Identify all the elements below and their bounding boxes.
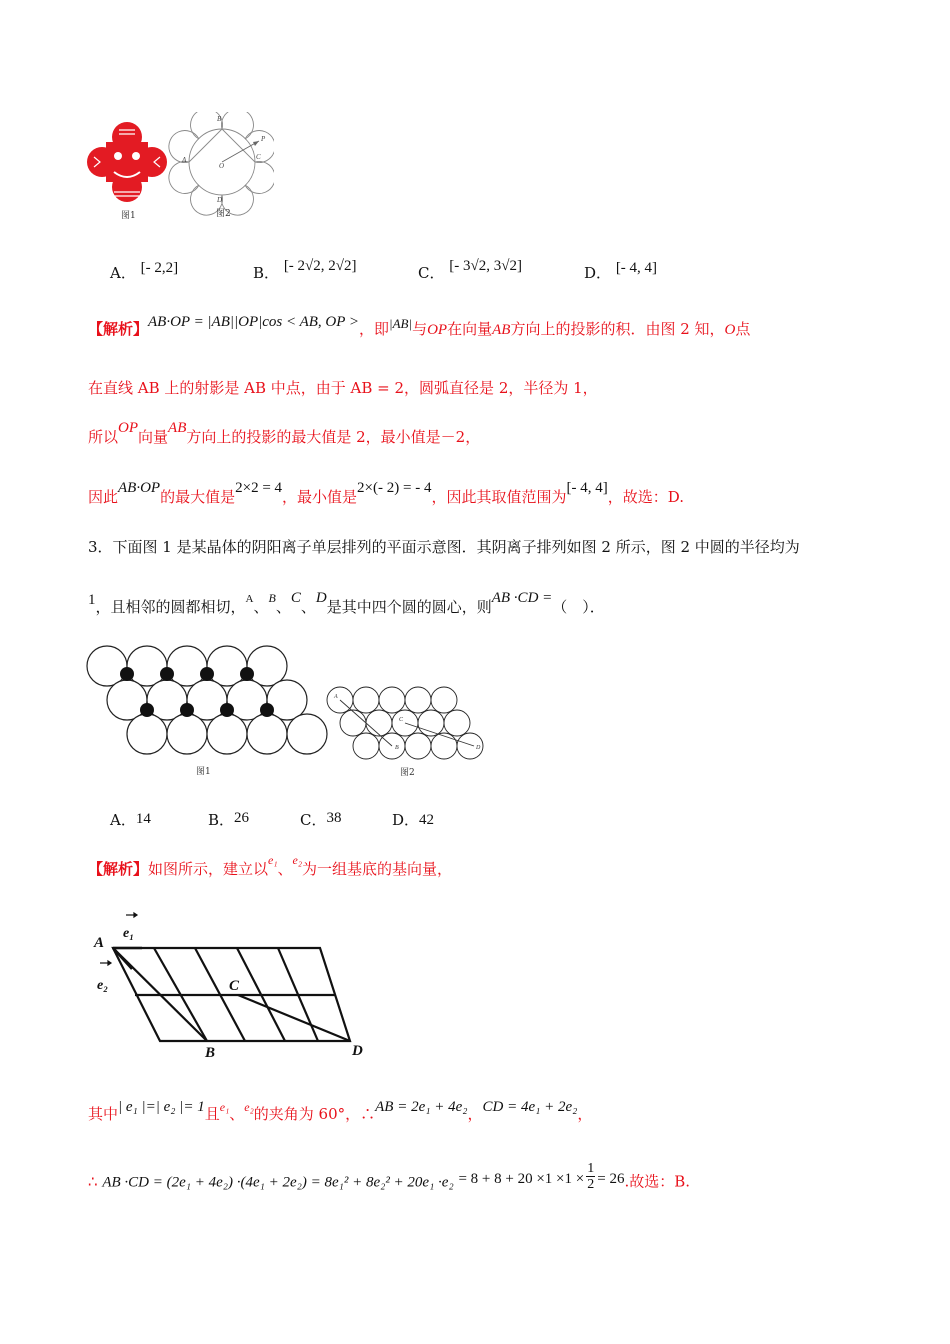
separator: ， bbox=[467, 1105, 483, 1123]
option-value: 38 bbox=[326, 810, 342, 826]
option-letter: A． bbox=[110, 811, 136, 829]
result-value: = 26 bbox=[597, 1170, 625, 1187]
abs-ab: |AB| bbox=[389, 316, 413, 331]
point-d: D bbox=[315, 590, 327, 606]
q3-option-c bbox=[300, 809, 341, 830]
paper-cut-figure bbox=[87, 122, 167, 202]
vector-e2: e₂ bbox=[292, 853, 303, 867]
fraction-half bbox=[586, 1161, 595, 1192]
point-c: C bbox=[290, 590, 301, 606]
option-value: 42 bbox=[419, 812, 435, 828]
fig2-label-b: B bbox=[395, 745, 399, 751]
text: 的夹角为 60°，∴ bbox=[253, 1105, 376, 1123]
text: ，最小值是 bbox=[282, 488, 358, 506]
text: 是其中四个圆的圆心，则 bbox=[326, 598, 492, 616]
fig-label-p: P bbox=[261, 135, 266, 143]
text: 如图所示，建立以 bbox=[148, 860, 269, 878]
option-value: 14 bbox=[135, 811, 151, 827]
separator: 、 bbox=[253, 598, 269, 616]
q3-option-d bbox=[392, 809, 434, 830]
text: 与 bbox=[412, 320, 428, 338]
crystal-fig1 bbox=[87, 646, 327, 754]
vector-e1: e₁ bbox=[268, 853, 278, 867]
fig2-label-c: C bbox=[399, 717, 404, 723]
crystal-figures bbox=[84, 640, 504, 780]
text: 点 bbox=[735, 320, 751, 338]
fig2-caption: 图2 bbox=[216, 209, 231, 219]
option-d bbox=[584, 262, 657, 283]
text: 且 bbox=[204, 1105, 220, 1123]
diagram-label-b: B bbox=[205, 1045, 216, 1061]
max-value: 2×2 = 4 bbox=[235, 480, 283, 496]
text: ，因此其取值范围为 bbox=[431, 488, 567, 506]
diagram-label-c: C bbox=[229, 978, 240, 994]
text: 方向上的投影的积．由图 2 知， bbox=[510, 320, 725, 338]
fig-label-d: D bbox=[217, 196, 223, 204]
answer-blank: （ ）． bbox=[552, 598, 605, 616]
separator: 、 bbox=[300, 598, 316, 616]
option-letter: B． bbox=[253, 264, 280, 282]
q3-solution-line-1 bbox=[88, 853, 453, 881]
vector-cd-expr: CD = 4e₁ + 2e₂ bbox=[482, 1099, 578, 1115]
q3-option-a bbox=[110, 809, 151, 830]
dot-product: AB·OP bbox=[118, 480, 161, 496]
option-a bbox=[110, 262, 178, 283]
fig-label-b: B bbox=[217, 115, 222, 123]
solution-tag: 【解析】 bbox=[88, 860, 149, 878]
min-value: 2×(- 2) = - 4 bbox=[357, 480, 432, 496]
text: 所以 bbox=[88, 428, 119, 446]
unit-length-condition: | e₁ |=| e₂ |= 1 bbox=[118, 1099, 205, 1115]
fig-label-o: O bbox=[219, 162, 225, 170]
option-letter: B． bbox=[208, 811, 235, 829]
q2-solution-line-3 bbox=[88, 420, 481, 449]
q2-solution-line-4 bbox=[88, 480, 684, 509]
top-figures bbox=[84, 112, 274, 222]
separator: 、 bbox=[229, 1105, 245, 1123]
q3-line-2 bbox=[88, 590, 605, 620]
separator: ， bbox=[577, 1105, 593, 1123]
fraction-denominator: 2 bbox=[587, 1177, 595, 1192]
text: ，故选：D. bbox=[607, 488, 684, 506]
fig2-label-d: D bbox=[476, 745, 481, 751]
q2-solution-line-1 bbox=[88, 314, 751, 341]
range-value: [- 4, 4] bbox=[566, 480, 608, 496]
option-value: [- 4, 4] bbox=[615, 260, 658, 276]
crystal-fig2-caption: 图2 bbox=[400, 768, 415, 778]
text: 的最大值是 bbox=[160, 488, 236, 506]
q2-solution-line-2: 在直线 AB 上的射影是 AB 中点，由于 AB = 2，圆弧直径是 2，半径为 1， bbox=[88, 379, 598, 397]
vector-op: OP bbox=[118, 420, 139, 436]
therefore-symbol: ∴ bbox=[88, 1172, 98, 1191]
option-c bbox=[418, 258, 522, 283]
diagram-label-d: D bbox=[352, 1043, 363, 1059]
option-value: [- 3√2, 3√2] bbox=[449, 258, 522, 274]
option-value: 26 bbox=[234, 810, 250, 826]
answer-choice: .故选：B. bbox=[624, 1172, 691, 1191]
question-expression: AB ·CD = bbox=[491, 590, 553, 606]
option-letter: A． bbox=[110, 264, 136, 282]
point-b: B bbox=[268, 591, 276, 605]
option-letter: D． bbox=[584, 264, 612, 282]
q3-solution-line-2 bbox=[88, 1099, 593, 1126]
vector-e2: e₂ bbox=[244, 1100, 254, 1114]
q3-line-1: 3．下面图 1 是某晶体的阴阳离子单层排列的平面示意图．其阴离子排列如图 2 所示，图 2 中圆的半径均为 bbox=[88, 538, 800, 556]
fig-label-a: A bbox=[182, 156, 187, 164]
crystal-fig2 bbox=[327, 687, 483, 759]
text: 其中 bbox=[88, 1105, 119, 1123]
solution-tag: 【解析】 bbox=[88, 320, 149, 338]
text: 因此 bbox=[88, 488, 119, 506]
point-a: A bbox=[245, 593, 254, 605]
option-letter: C． bbox=[418, 264, 445, 282]
vector-ab: AB bbox=[168, 420, 187, 436]
option-value: [- 2,2] bbox=[140, 260, 179, 276]
fraction-numerator: 1 bbox=[587, 1161, 595, 1176]
option-letter: D． bbox=[392, 811, 420, 829]
option-value: [- 2√2, 2√2] bbox=[283, 258, 357, 274]
fig2-label-a: A bbox=[334, 694, 338, 700]
diagram-label-e1: e₁ bbox=[123, 926, 135, 941]
text: 在向量 bbox=[447, 320, 493, 338]
diagram-label-e2: e₂ bbox=[97, 978, 109, 993]
vector-ab: AB bbox=[492, 322, 511, 338]
fig1-caption: 图1 bbox=[121, 211, 136, 221]
diagram-label-a: A bbox=[94, 935, 105, 951]
separator: 、 bbox=[277, 860, 293, 878]
option-letter: C． bbox=[300, 811, 327, 829]
text: ，且相邻的圆都相切， bbox=[95, 598, 246, 616]
radius-value: 1 bbox=[88, 592, 96, 608]
basis-diagram bbox=[90, 905, 380, 1065]
vector-op: OP bbox=[427, 322, 448, 338]
text: 向量 bbox=[138, 428, 169, 446]
q3-option-b bbox=[208, 809, 249, 830]
dot-product-formula: AB·OP = |AB||OP|cos < AB, OP > bbox=[148, 314, 360, 330]
text: 方向上的投影的最大值是 2，最小值是－2， bbox=[186, 428, 481, 446]
text: ，即 bbox=[359, 320, 390, 338]
dot-product-expansion: AB ·CD = (2e₁ + 4e₂) ·(4e₁ + 2e₂) = 8e₁² + 8e₂² + 20e₁ ·e₂ bbox=[102, 1174, 454, 1191]
option-b bbox=[253, 258, 357, 283]
vector-e1: e₁ bbox=[219, 1100, 230, 1114]
text: 为一组基底的基向量， bbox=[302, 860, 453, 878]
q3-solution-line-3 bbox=[88, 1161, 691, 1198]
crystal-fig1-caption: 图1 bbox=[196, 767, 211, 777]
numeric-expression: = 8 + 8 + 20 ×1 ×1 × bbox=[458, 1170, 585, 1187]
fig-label-c: C bbox=[256, 153, 261, 161]
separator: 、 bbox=[275, 598, 291, 616]
point-o: O bbox=[724, 322, 736, 338]
vector-ab-expr: AB = 2e₁ + 4e₂ bbox=[375, 1099, 468, 1115]
